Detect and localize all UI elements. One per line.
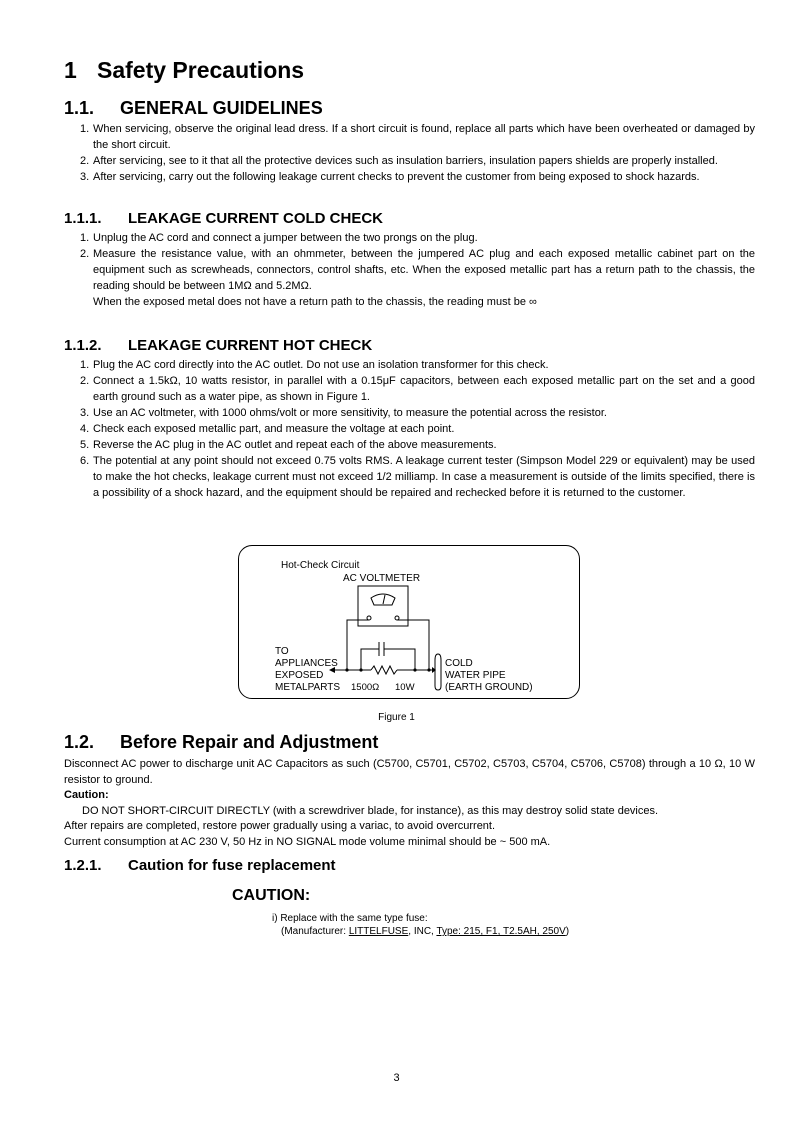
list-item: 5. Reverse the AC plug in the AC outlet and repeat each of the above measurements.: [80, 439, 497, 451]
fuse-caution-title: CAUTION:: [232, 887, 311, 904]
left-label-1: TO: [275, 646, 289, 657]
repair-paragraph-1: Disconnect AC power to discharge unit AC Capacitors as such (C5700, C5701, C5702, C5703, C5704, C5706, C5708) through a 10 Ω, 10 W resistor to ground.: [64, 758, 755, 786]
list-item: 1. When servicing, observe the original lead dress. If a short circuit is found, replace all parts which have been overheated or damaged by the short circuit.: [80, 123, 755, 151]
wattage-value: 10W: [395, 682, 415, 693]
right-label-1: COLD: [445, 658, 473, 669]
repair-paragraph-2: After repairs are completed, restore power gradually using a variac, to avoid overcurrent.: [64, 820, 496, 832]
caution-label: Caution:: [64, 789, 109, 801]
hot-check-circuit-figure: [238, 545, 580, 699]
general-list: [64, 121, 755, 185]
section-general-heading: 1.1. GENERAL GUIDELINES: [64, 98, 323, 118]
fuse-type: Type: 215, F1, T2.5AH, 250V: [436, 926, 566, 937]
resistor-value: 1500Ω: [351, 682, 380, 693]
left-label-2: APPLIANCES: [275, 658, 338, 669]
list-item: 3. After servicing, carry out the following leakage current checks to prevent the customer from being exposed to shock hazards.: [80, 171, 700, 183]
section-fuse-heading: 1.2.1. Caution for fuse replacement: [64, 857, 336, 874]
list-item: 6. The potential at any point should not exceed 0.75 volts RMS. A leakage current tester (Simpson Model 229 or equivalent) may be used to make the hot checks, leakage current must not exceed 1/2 milliamp. In case a measurement is outside of the limits specified, there is a possibility of a shock hazard, and the equipment should be repaired and rechecked before it is returned to the customer.: [80, 455, 755, 499]
list-item: 2. After servicing, see to it that all the protective devices such as insulation barriers, insulation papers shields are properly installed.: [80, 155, 718, 167]
figure-caption: Figure 1: [378, 712, 415, 723]
section-hot-heading: 1.1.2. LEAKAGE CURRENT HOT CHECK: [64, 337, 373, 354]
section-repair-heading: 1.2. Before Repair and Adjustment: [64, 732, 379, 752]
list-item: 3. Use an AC voltmeter, with 1000 ohms/volt or more sensitivity, to measure the potential across the resistor.: [80, 407, 607, 419]
water-pipe-icon: [435, 654, 441, 690]
right-label-2: WATER PIPE: [445, 670, 506, 681]
list-item: 2. Measure the resistance value, with an ohmmeter, between the jumpered AC plug and each exposed metallic cabinet part on the equipment such as screwheads, connectors, control shafts, etc. When the exposed metallic part has a return path to the chassis, the reading should be between 1MΩ and 5.2MΩ. When the exposed metal does not have a return path to the chassis, the reading must be ∞: [80, 248, 755, 308]
repair-text: [64, 757, 755, 850]
left-label-3: EXPOSED: [275, 670, 324, 681]
right-label-3: (EARTH GROUND): [445, 682, 533, 693]
list-item: 1. Unplug the AC cord and connect a jumper between the two prongs on the plug.: [80, 232, 478, 244]
section-cold-heading: 1.1.1. LEAKAGE CURRENT COLD CHECK: [64, 210, 383, 227]
hot-list: [64, 357, 755, 501]
list-item: 4. Check each exposed metallic part, and measure the voltage at each point.: [80, 423, 455, 435]
manufacturer-name: LITTELFUSE: [348, 926, 409, 937]
repair-paragraph-3: Current consumption at AC 230 V, 50 Hz in NO SIGNAL mode volume minimal should be ~ 500 mA.: [64, 835, 551, 848]
circuit-diagram: [239, 546, 579, 698]
fuse-instruction: i) Replace with the same type fuse: (Manufacturer: LITTELFUSE, INC, Type: 215, F1, T2.5AH, 250V): [272, 913, 570, 937]
left-label-4: METALPARTS: [275, 682, 341, 693]
page-title: 1 Safety Precautions: [64, 57, 305, 83]
cold-list: [64, 230, 755, 310]
caution-text: DO NOT SHORT-CIRCUIT DIRECTLY (with a screwdriver blade, for instance), as this may destroy solid state devices.: [82, 804, 659, 817]
page-number: 3: [393, 1072, 400, 1084]
list-item: 2. Connect a 1.5kΩ, 10 watts resistor, in parallel with a 0.15μF capacitors, between each exposed metallic part on the set and a good earth ground such as a water pipe, as shown in Figure 1.: [80, 375, 755, 403]
list-item: 1. Plug the AC cord directly into the AC outlet. Do not use an isolation transformer for this check.: [80, 359, 549, 371]
resistor-symbol: [371, 666, 397, 674]
circuit-title: Hot-Check Circuit: [281, 560, 360, 571]
voltmeter-label: AC VOLTMETER: [343, 573, 421, 584]
